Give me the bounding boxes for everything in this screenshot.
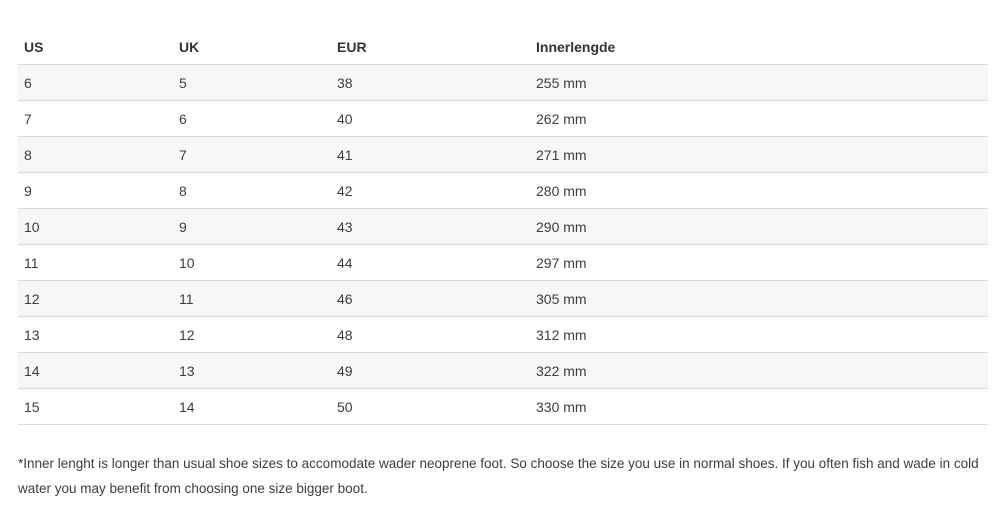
cell-eur: 50 <box>331 389 530 425</box>
cell-eur: 41 <box>331 137 530 173</box>
cell-uk: 10 <box>173 245 331 281</box>
cell-inner-length: 297 mm <box>530 245 988 281</box>
cell-uk: 8 <box>173 173 331 209</box>
cell-eur: 38 <box>331 65 530 101</box>
size-note: *Inner lenght is longer than usual shoe sizes to accomodate wader neoprene foot. So choose the size you use in normal shoes. If you often fish and wade in cold water you may benefit from choosing one size bigger boot. <box>18 456 979 496</box>
cell-us: 15 <box>18 389 173 425</box>
cell-us: 10 <box>18 209 173 245</box>
cell-uk: 7 <box>173 137 331 173</box>
cell-inner-length: 280 mm <box>530 173 988 209</box>
table-row <box>18 389 988 425</box>
cell-inner-length: 271 mm <box>530 137 988 173</box>
header-eur: EUR <box>331 30 530 65</box>
cell-us: 6 <box>18 65 173 101</box>
cell-eur: 46 <box>331 281 530 317</box>
table-row <box>18 317 988 353</box>
header-uk: UK <box>173 30 331 65</box>
size-table <box>18 30 988 425</box>
cell-us: 13 <box>18 317 173 353</box>
table-row <box>18 65 988 101</box>
table-row <box>18 353 988 389</box>
cell-inner-length: 322 mm <box>530 353 988 389</box>
header-us: US <box>18 30 173 65</box>
cell-uk: 5 <box>173 65 331 101</box>
header-row <box>18 30 988 65</box>
cell-us: 9 <box>18 173 173 209</box>
cell-inner-length: 255 mm <box>530 65 988 101</box>
cell-eur: 43 <box>331 209 530 245</box>
cell-inner-length: 290 mm <box>530 209 988 245</box>
cell-us: 11 <box>18 245 173 281</box>
cell-uk: 9 <box>173 209 331 245</box>
table-row <box>18 245 988 281</box>
cell-eur: 44 <box>331 245 530 281</box>
size-table-header <box>18 30 988 65</box>
table-row <box>18 101 988 137</box>
table-row <box>18 137 988 173</box>
cell-uk: 13 <box>173 353 331 389</box>
cell-uk: 12 <box>173 317 331 353</box>
header-inner-length: Innerlengde <box>530 30 988 65</box>
cell-us: 7 <box>18 101 173 137</box>
size-table-body <box>18 65 988 425</box>
cell-uk: 14 <box>173 389 331 425</box>
cell-eur: 48 <box>331 317 530 353</box>
cell-inner-length: 312 mm <box>530 317 988 353</box>
cell-inner-length: 305 mm <box>530 281 988 317</box>
table-row <box>18 173 988 209</box>
cell-eur: 40 <box>331 101 530 137</box>
cell-us: 14 <box>18 353 173 389</box>
cell-eur: 42 <box>331 173 530 209</box>
cell-eur: 49 <box>331 353 530 389</box>
cell-us: 8 <box>18 137 173 173</box>
cell-uk: 6 <box>173 101 331 137</box>
cell-inner-length: 330 mm <box>530 389 988 425</box>
table-row <box>18 281 988 317</box>
cell-inner-length: 262 mm <box>530 101 988 137</box>
table-row <box>18 209 988 245</box>
cell-us: 12 <box>18 281 173 317</box>
cell-uk: 11 <box>173 281 331 317</box>
